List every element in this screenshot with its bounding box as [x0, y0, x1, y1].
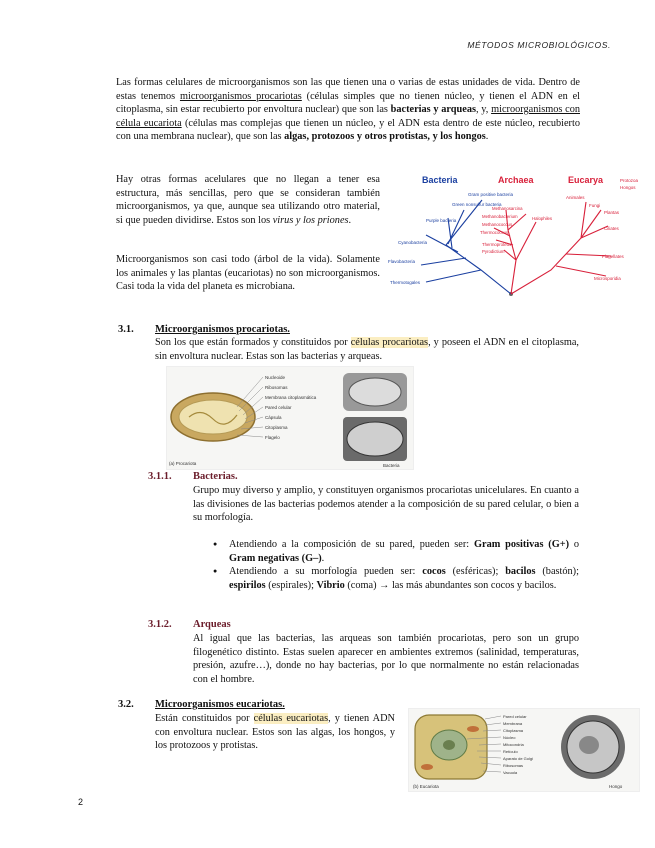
- list-item: [213, 538, 579, 565]
- section-3-1-number: 3.1.: [118, 324, 134, 335]
- prokaryote-caption: (a) Procariota: [169, 461, 197, 466]
- label-nucleo: Núcleo: [503, 735, 516, 740]
- intro-procariotas-term: microorganismos procariotas: [179, 90, 302, 102]
- label-thermoproteus: Thermoproteus: [482, 242, 512, 247]
- label-purple: Purple bacteria: [426, 218, 457, 223]
- bullet-text: .: [321, 552, 325, 564]
- label-ribosomas: Ribosomas: [503, 763, 524, 768]
- s31-text: Son los que están formados y constituidos por: [155, 337, 351, 348]
- bullet-text: (espirales);: [265, 579, 317, 591]
- s31-text: , y poseen el ADN en el citoplasma, sin envoltura nuclear. Estas son las bacterias y arqueas.: [155, 337, 579, 362]
- intro-text: , y,: [475, 104, 492, 116]
- phylogenetic-tree-figure: [386, 170, 641, 300]
- label-methanobacterium: Methanobacterium: [482, 214, 518, 219]
- intro-bacterias-term: bacterias y arqueas: [390, 104, 476, 116]
- label-methanosarcina: Methanosarcina: [492, 206, 523, 211]
- page-number: 2: [78, 797, 84, 807]
- label-pared-celular: Pared celular: [503, 714, 527, 719]
- intro-text: .: [485, 131, 489, 143]
- domain-eucarya-label: Eucarya: [568, 175, 604, 185]
- acellular-text: .: [348, 214, 352, 226]
- label-citoplasma: Citoplasma: [503, 728, 524, 733]
- section-3-1-1-title: Bacterias.: [193, 471, 238, 482]
- label-thermococcus: Thermococcus: [480, 230, 509, 235]
- label-membrana: Membrana: [503, 721, 523, 726]
- label-membrana: Membrana citoplasmática: [265, 395, 317, 400]
- bullet-text: (esféricas);: [445, 566, 506, 578]
- virus-priones-term: virus y los priones: [272, 214, 349, 226]
- bacilos-term: bacilos: [505, 566, 536, 578]
- running-header: MÉTODOS MICROBIOLÓGICOS.: [467, 40, 611, 50]
- cocos-term: cocos: [422, 566, 446, 578]
- eukaryote-nucleolus: [443, 740, 455, 750]
- intro-text: (células mas complejas que tienen un núcleo, y el ADN esta dentro de este núcleo, recubierto con una membrana nuclear), que son las: [116, 117, 580, 143]
- prokaryote-cell-figure: [166, 366, 414, 470]
- eukaryote-caption: (b) Eucariota: [413, 784, 439, 789]
- label-gram-positive: Gram positive bacteria: [468, 192, 514, 197]
- label-animales: Animales: [566, 195, 585, 200]
- micrograph-top-cell: [349, 378, 401, 406]
- bullet-text: Atendiendo a su morfología pueden ser:: [229, 566, 423, 578]
- section-3-1-1-paragraph: Grupo muy diverso y amplio, y constituyen organismos procariotas unicelulares. En cuanto a las divisiones de las bacterias podemos atender a la composición de su pared celular, o bien a su morfología.: [193, 485, 579, 524]
- label-thermotogales: Thermotogales: [390, 280, 421, 285]
- label-reticulo: Retículo: [503, 749, 518, 754]
- label-flagellates: Flagellates: [602, 254, 624, 259]
- label-pared: Pared celular: [265, 405, 292, 410]
- s32-text: , y tienen ADN con envoltura nuclear. Estos son las algas, los hongos, y los protozoos y protistas.: [155, 713, 395, 752]
- legend-hongos: Hongos: [620, 185, 636, 190]
- section-3-2-paragraph: [155, 712, 395, 753]
- label-plantas: Plantas: [604, 210, 620, 215]
- section-3-1-title: Microorganismos procariotas.: [155, 324, 290, 335]
- bullet-text: (bastón);: [535, 566, 579, 578]
- bacteria-classification-list: [213, 538, 579, 592]
- label-fungi: Fungi: [589, 203, 601, 208]
- eukaryote-mitochondrion-2: [421, 764, 433, 770]
- label-microsporidia: Microsporidia: [594, 276, 621, 281]
- bullet-text: o: [569, 539, 580, 550]
- micrograph-caption-hongo: Hongo: [609, 784, 623, 789]
- acellular-paragraph: [116, 173, 380, 227]
- label-pyrodictium: Pyrodictium: [482, 249, 505, 254]
- label-methanococcus: Methanococcus: [482, 222, 513, 227]
- section-3-2-number: 3.2.: [118, 699, 134, 710]
- label-cyanobacteria: Cyanobacteria: [398, 240, 428, 245]
- section-3-1-2-title: Arqueas: [193, 619, 231, 630]
- eukaryote-mitochondrion: [467, 726, 479, 732]
- label-golgi: Aparato de Golgi: [503, 756, 534, 761]
- label-capsula: Cápsula: [265, 415, 282, 420]
- gram-positive-term: Gram positivas (G+): [474, 539, 570, 550]
- intro-eucariota-term: microorganismos con célula eucariota: [116, 104, 580, 129]
- bullet-text: Atendiendo a la composición de su pared, pueden ser:: [229, 539, 474, 550]
- label-ciliates: Ciliates: [604, 226, 619, 231]
- label-nucleoide: Nucleoide: [265, 375, 286, 380]
- phylogenetic-tree-svg: [386, 170, 641, 300]
- intro-paragraph: [116, 76, 580, 144]
- section-3-1-2-paragraph: Al igual que las bacterias, las arqueas son también procariotas, pero son un grupo filogenético distinto. Estas suelen aparecer en ambientes extremos (salinidad, temperaturas, presión, azufre…), donde no hay bacterias, por lo que normalmente no están relacionadas con el hombre.: [193, 633, 579, 685]
- s32-text: Están constituidos por: [155, 713, 254, 724]
- label-halophiles: Halophiles: [532, 216, 553, 221]
- domain-archaea-label: Archaea: [498, 175, 534, 185]
- label-flagelo: Flagelo: [265, 435, 280, 440]
- micrograph-bottom-cell: [347, 422, 403, 456]
- vibrio-term: Vibrio: [316, 579, 345, 591]
- label-vacuola: Vacuola: [503, 770, 518, 775]
- section-3-1-2-number: 3.1.2.: [148, 619, 172, 630]
- label-citoplasma: Citoplasma: [265, 425, 288, 430]
- bullet-text: (coma) → las más abundantes son cocos y bacilos.: [344, 579, 557, 591]
- domain-bacteria-label: Bacteria: [422, 175, 458, 185]
- gram-negative-term: Gram negativas (G–): [229, 552, 322, 564]
- label-ribosomas: Ribosomas: [265, 385, 288, 390]
- label-flavobacteria: Flavobacteria: [388, 259, 416, 264]
- acellular-text: Hay otras formas acelulares que no llegan a tener esa estructura, más sencillas, pero que se consideran también microorganismos, ya que, aunque sea utilizando otro material, si que pueden dividirse. Estos son los: [116, 174, 380, 226]
- espirilos-term: espirilos: [229, 579, 266, 591]
- celulas-procariotas-highlight: células procariotas: [350, 337, 429, 348]
- legend-protozoa: Protozoa: [620, 178, 639, 183]
- prokaryote-cell-svg: [167, 367, 413, 469]
- eukaryote-cell-svg: [409, 709, 639, 791]
- eukaryote-micrograph-nucleus: [579, 736, 599, 754]
- micrograph-caption: Bacteria: [383, 463, 400, 468]
- tree-of-life-paragraph: Microorganismos son casi todo (árbol de la vida). Solamente los animales y las plantas (eucariotas) no son microorganismos. Casi toda la vida del planeta es microbiana.: [116, 254, 380, 293]
- label-mitocondria: Mitocondria: [503, 742, 524, 747]
- section-3-2-title: Microorganismos eucariotas.: [155, 699, 285, 710]
- eukaryote-cell-figure: [408, 708, 640, 792]
- label-green-nonsulfur: Green nonsulfur bacteria: [452, 202, 502, 207]
- section-3-1-1-number: 3.1.1.: [148, 471, 172, 482]
- list-item: [213, 565, 579, 592]
- intro-text: Las formas celulares de microorganismos son las que tienen una o varias de estas unidades de vida. Dentro de estas tenemos: [116, 77, 580, 102]
- intro-text: (células simples que no tienen núcleo, y tienen el ADN en el citoplasma, sin estar recubierto por envoltura nuclear) que son las: [116, 90, 580, 116]
- section-3-1-paragraph: [155, 336, 579, 363]
- celulas-eucariotas-highlight: células eucariotas: [253, 713, 329, 724]
- intro-groups-term: algas, protozoos y otros protistas, y los hongos: [284, 131, 486, 143]
